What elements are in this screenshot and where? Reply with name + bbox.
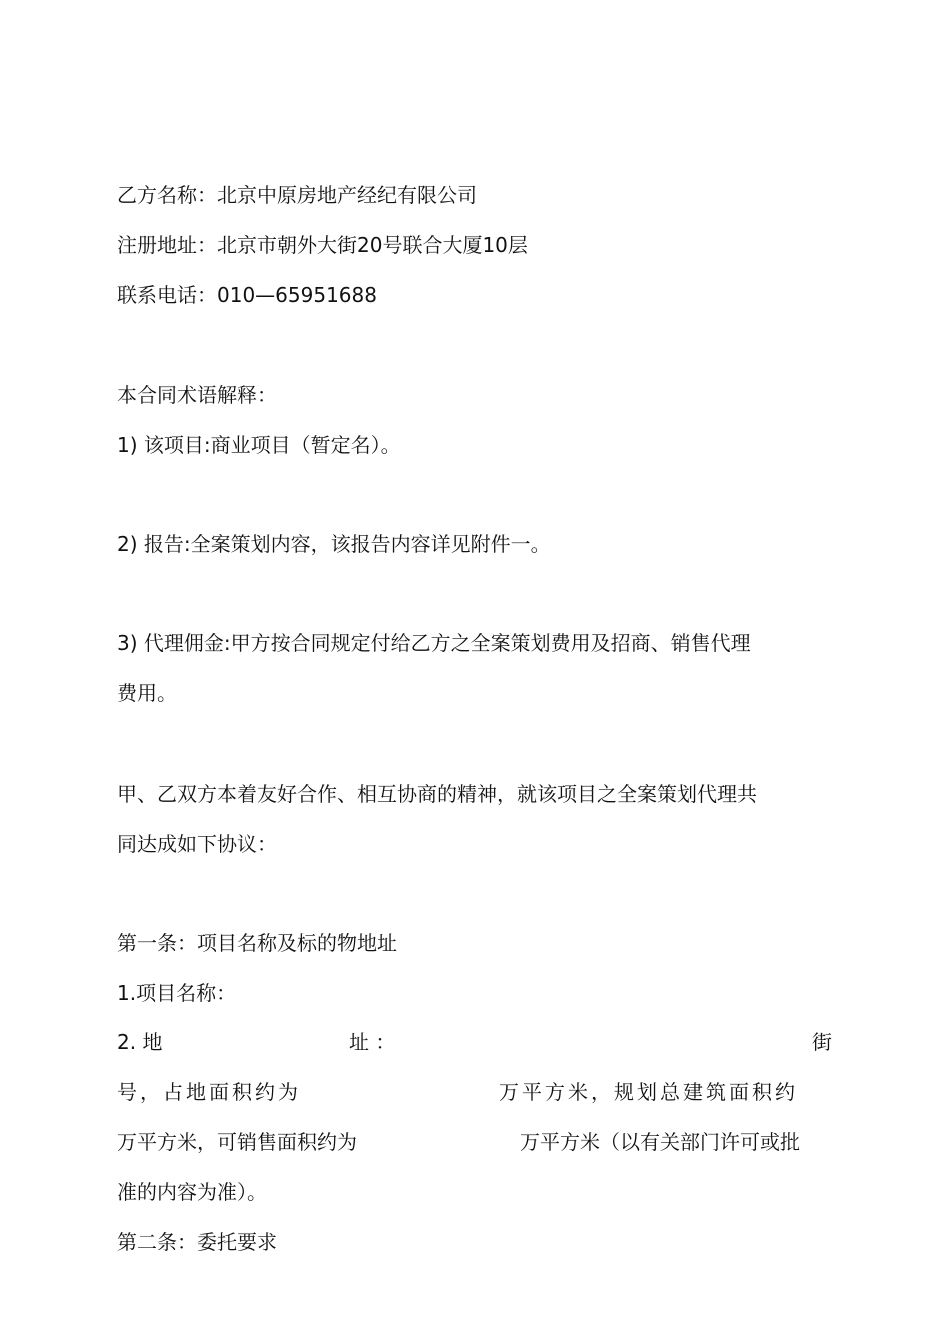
article-1-heading: 第一条：项目名称及标的物地址	[117, 931, 397, 955]
area-line-3: 准的内容为准）。	[117, 1180, 267, 1204]
area-text-2: 万平方米，规划总建筑面积约	[499, 1080, 798, 1104]
party-b-phone: 联系电话：010—65951688	[117, 283, 377, 307]
area-line-1	[117, 1077, 832, 1107]
party-b-name: 乙方名称：北京中原房地产经纪有限公司	[117, 183, 477, 207]
intro-line-1: 甲、乙双方本着友好合作、相互协商的精神，就该项目之全案策划代理共	[117, 782, 757, 806]
area-text-1: 号，占地面积约为	[117, 1080, 301, 1104]
address-item	[117, 1027, 832, 1057]
terms-heading: 本合同术语解释：	[117, 383, 277, 407]
party-b-address: 注册地址：北京市朝外大街20号联合大厦10层	[117, 233, 528, 257]
address-street: 街	[812, 1030, 832, 1054]
term-item-1: 1) 该项目:商业项目（暂定名）。	[117, 433, 401, 457]
article-2-heading: 第二条：委托要求	[117, 1230, 277, 1254]
project-name-item: 1.项目名称：	[117, 981, 237, 1005]
area-text-4: 万平方米（以有关部门许可或批	[520, 1130, 800, 1154]
term-item-3-line-1: 3) 代理佣金:甲方按合同规定付给乙方之全案策划费用及招商、销售代理	[117, 631, 751, 655]
term-item-2: 2) 报告:全案策划内容，该报告内容详见附件一。	[117, 532, 551, 556]
address-label-part-1: 2. 地	[117, 1030, 163, 1054]
area-line-2	[117, 1127, 832, 1157]
area-text-3: 万平方米，可销售面积约为	[117, 1130, 357, 1154]
term-item-3-line-2: 费用。	[117, 681, 177, 705]
address-label-part-2: 址 ：	[349, 1030, 396, 1054]
intro-line-2: 同达成如下协议：	[117, 832, 277, 856]
